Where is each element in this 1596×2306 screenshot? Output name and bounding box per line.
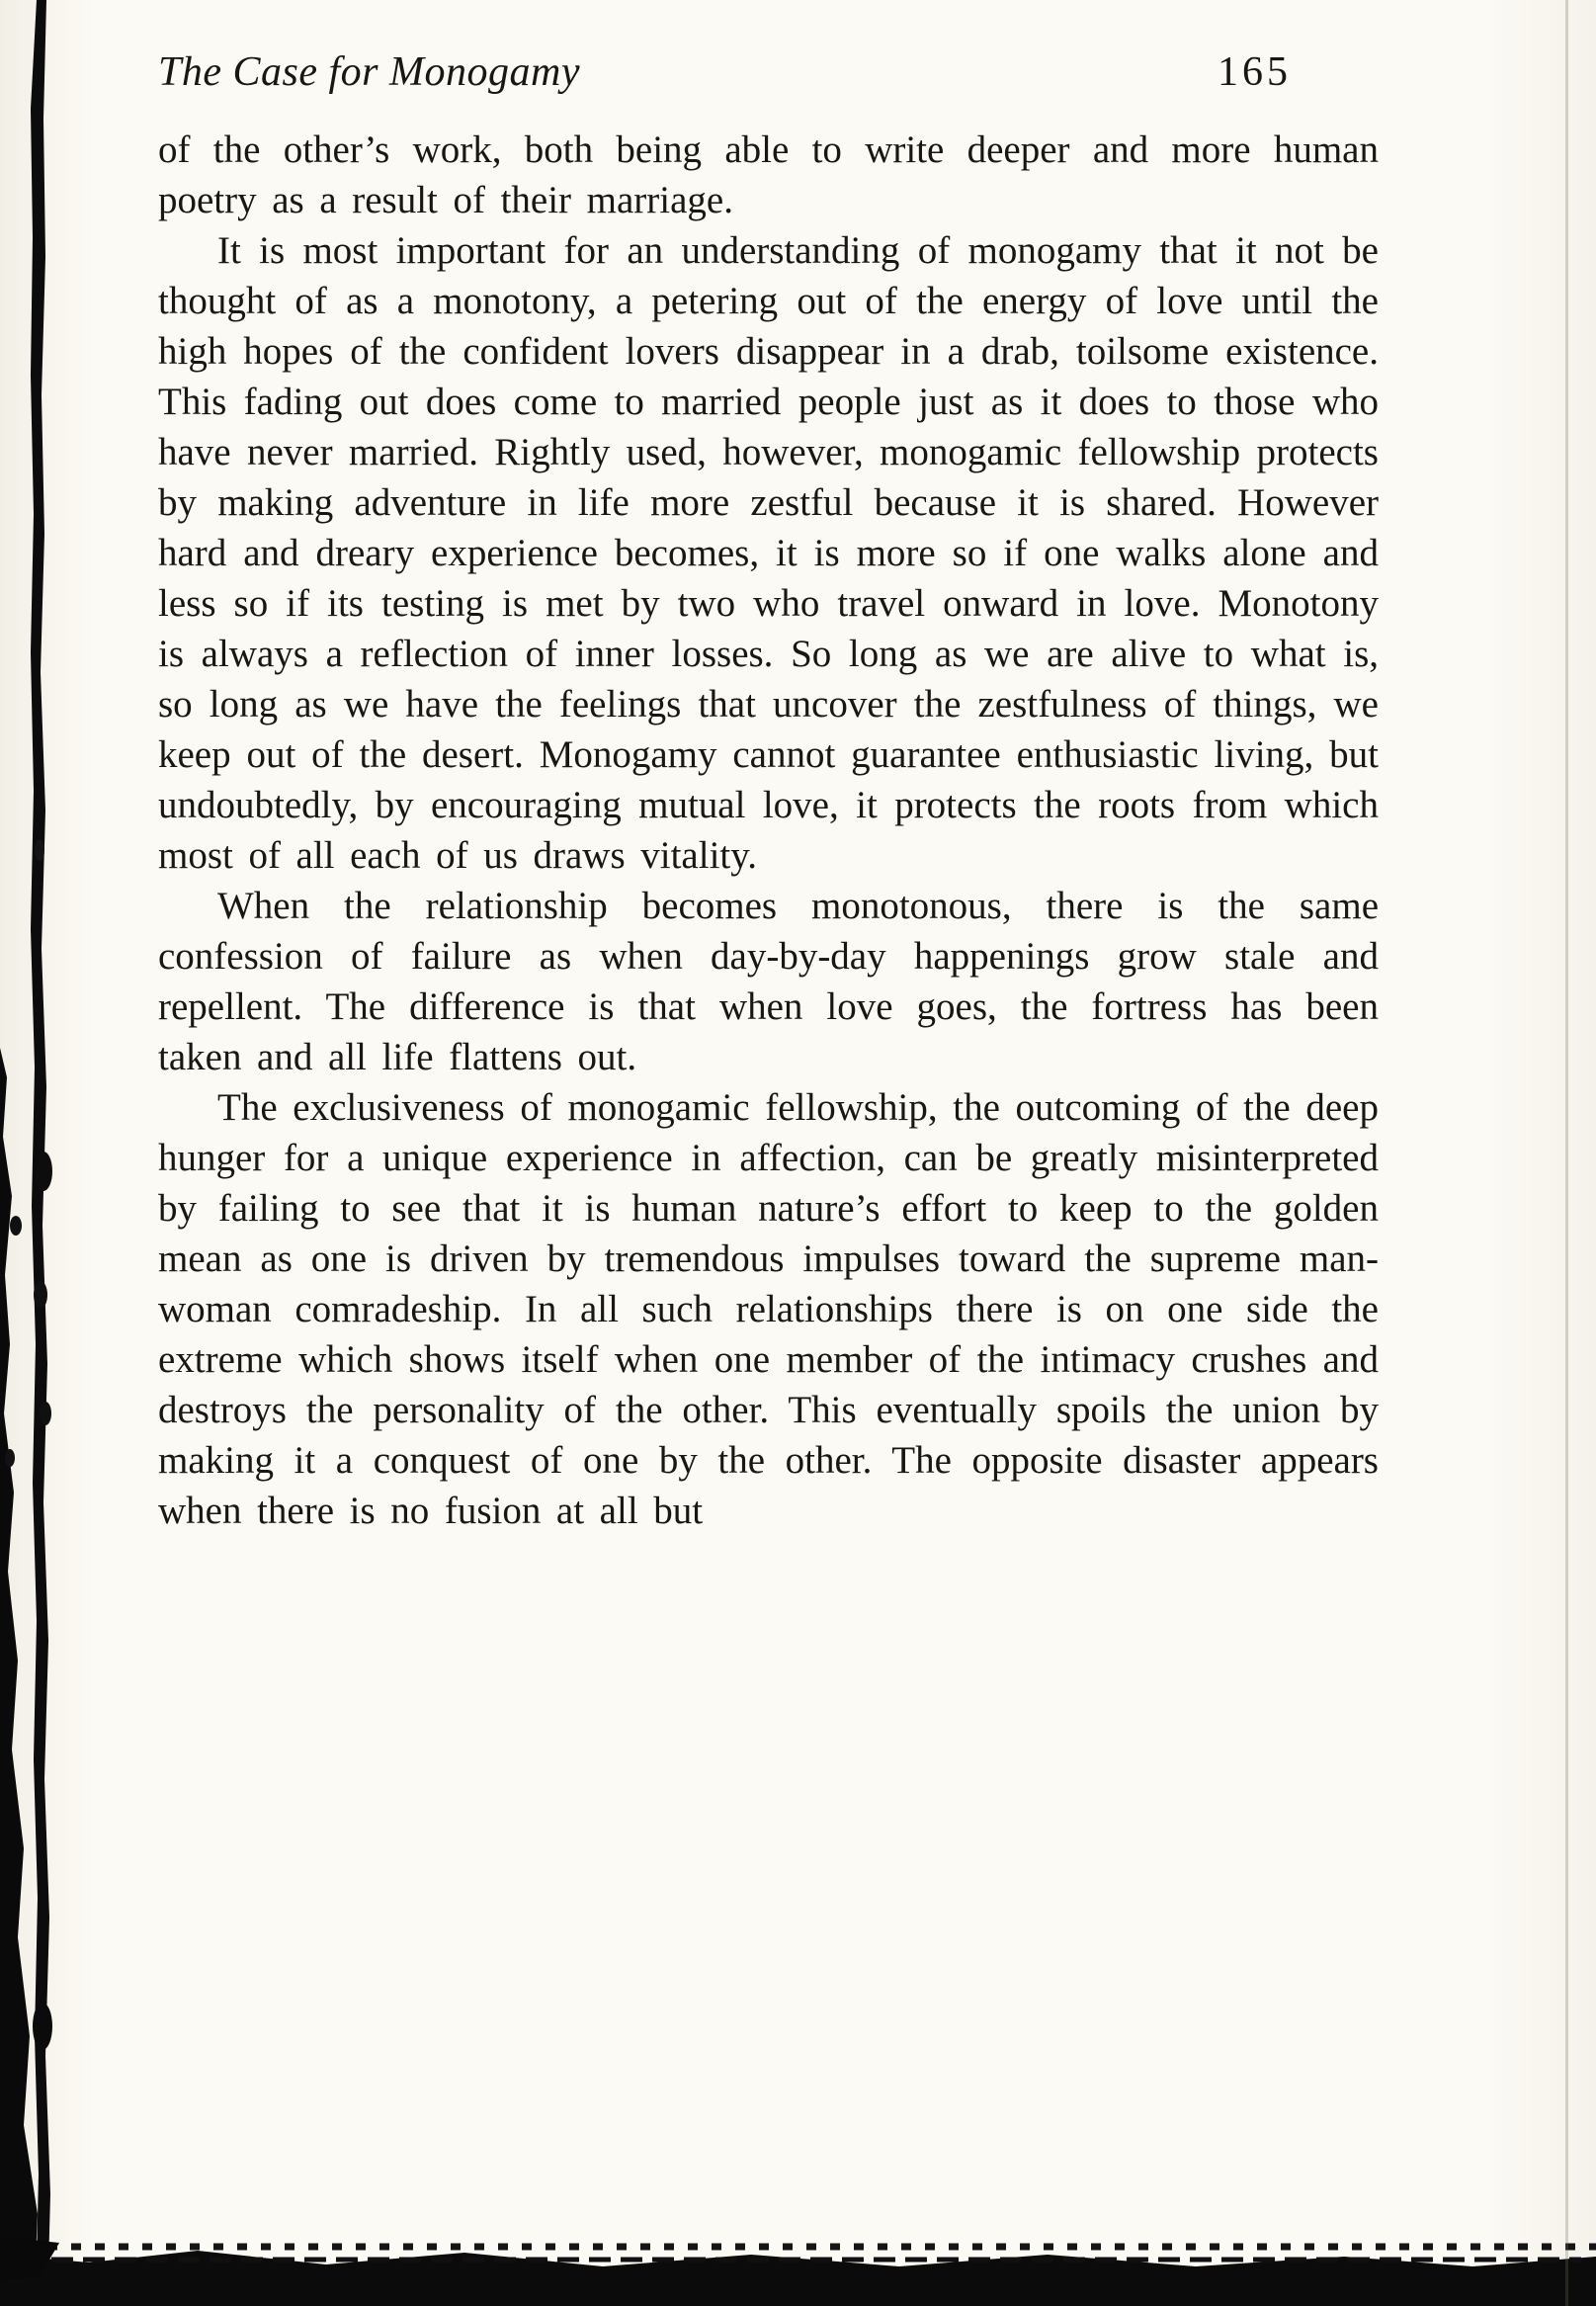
chapter-title: The Case for Monogamy — [158, 49, 580, 95]
scan-artifact-left-edge — [0, 0, 99, 2306]
body-paragraph: It is most important for an understanding of monogamy that it not be thought of as a monotony, a petering out of the energy of love until the high hopes of the confident lovers disappear in a drab, toilsome existence. This fading out does come to married people just as it does to those who have never married. Rightly used, however, monogamic fellowship protects by making adventure in life more zestful because it is shared. However hard and dreary experience becomes, it is more so if one walks alone and less so if its testing is met by two who travel onward in love. Monotony is always a reflection of inner losses. So long as we are alive to what is, so long as we have the feelings that uncover the zestfulness of things, we keep out of the desert. Monogamy cannot guarantee enthusiastic living, but undoubtedly, by encouraging mutual love, it protects the roots from which most of all each of us draws vitality. — [158, 229, 1379, 878]
body-paragraph: When the relationship becomes monotonous, there is the same confession of failure as when day-by-day happenings grow stale and repellent. The difference is that when love goes, the fortress has been taken and all life flattens out. — [158, 885, 1379, 1079]
running-head — [158, 49, 1379, 95]
page-number: 165 — [1218, 49, 1292, 95]
scan-page-edge-line — [1565, 0, 1568, 2306]
body-paragraph: of the other’s work, both being able to write deeper and more human poetry as a result of their marriage. — [158, 128, 1379, 222]
body-text — [158, 125, 1379, 1536]
scan-artifact-bottom-edge — [0, 2237, 1596, 2306]
page-content — [158, 49, 1379, 1536]
body-paragraph: The exclusiveness of monogamic fellowship, the outcoming of the deep hunger for a unique experience in affection, can be greatly misinterpreted by failing to see that it is human nature’s effort to keep to the golden mean as one is driven by tremendous impulses toward the supreme man-woman comradeship. In all such relationships there is on one side the extreme which shows itself when one member of the intimacy crushes and destroys the personality of the other. This eventually spoils the union by making it a conquest of one by the other. The opposite disaster appears when there is no fusion at all but — [158, 1086, 1379, 1533]
